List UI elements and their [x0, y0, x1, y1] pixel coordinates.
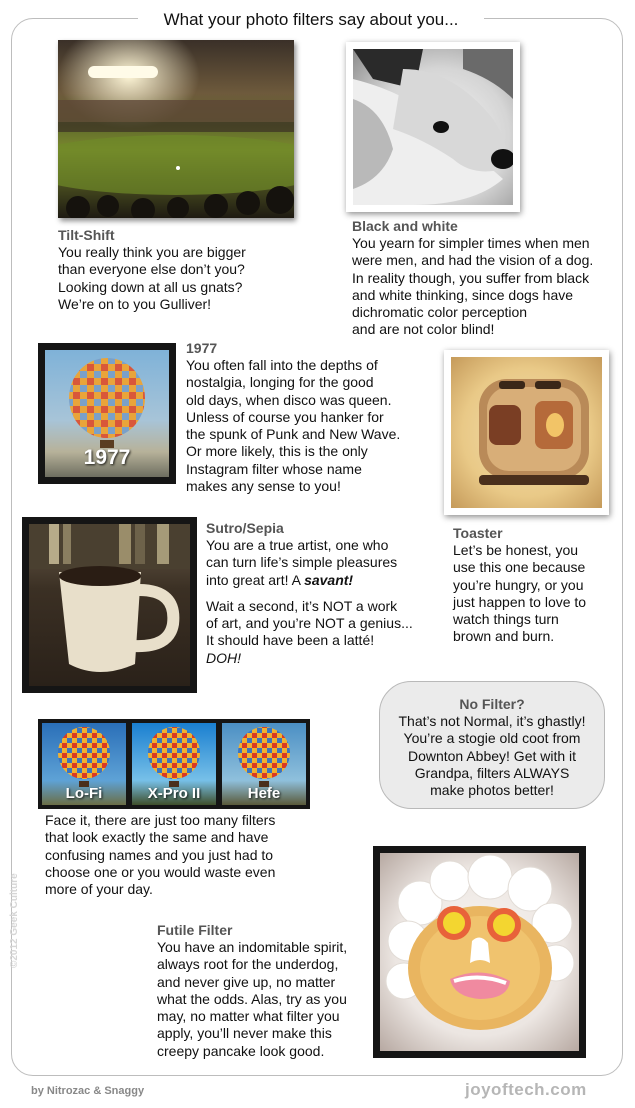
- black-and-white-line: In reality though, you suffer from black: [352, 269, 590, 286]
- tilt-shift-line: You really think you are bigger: [58, 244, 246, 260]
- no-filter-line: Grandpa, filters ALWAYS: [414, 764, 570, 781]
- line-1977: the spunk of Punk and New Wave.: [186, 426, 401, 443]
- triptych-line: that look exactly the same and have: [45, 829, 269, 846]
- futile-line: and never give up, no matter: [157, 973, 336, 990]
- toaster-line: use this one because: [453, 559, 586, 576]
- tilt-shift-title: Tilt-Shift: [58, 227, 115, 243]
- tilt-shift-caption: [58, 226, 308, 313]
- line-1977: You often fall into the depths of: [186, 357, 378, 373]
- toaster-line: watch things turn: [453, 611, 559, 628]
- page-title: What your photo filters say about you...: [138, 8, 484, 32]
- toaster-line: brown and burn.: [453, 628, 555, 645]
- filter-triptych: [38, 719, 310, 809]
- dog-illustration: [353, 49, 513, 205]
- hefe-label: Hefe: [247, 785, 281, 802]
- futile-line: creepy pancake look good.: [157, 1042, 325, 1059]
- no-filter-title: No Filter?: [459, 696, 525, 712]
- sutro-title: Sutro/Sepia: [206, 520, 284, 536]
- line-1977: nostalgia, longing for the good: [186, 374, 374, 391]
- tilt-shift-line: than everyone else don’t you?: [58, 261, 245, 278]
- sutro-caption: [206, 519, 436, 667]
- line-1977: makes any sense to you!: [186, 478, 341, 495]
- xpro-label: X-Pro II: [147, 785, 201, 802]
- no-filter-line: make photos better!: [430, 782, 554, 799]
- toaster-line: just happen to love to: [453, 593, 587, 610]
- toaster-line: you’re hungry, or you: [453, 576, 584, 593]
- photo-1977: [38, 343, 176, 484]
- stadium-illustration: [58, 40, 294, 218]
- line-1977: Instagram filter whose name: [186, 460, 362, 477]
- author-credit: by Nitrozac & Snaggy: [31, 1085, 145, 1097]
- futile-line: always root for the underdog,: [157, 956, 339, 973]
- toaster-title: Toaster: [453, 525, 503, 541]
- line-1977: Or more likely, this is the only: [186, 443, 368, 460]
- black-and-white-caption: [352, 217, 622, 339]
- sutro-photo: [22, 517, 197, 693]
- black-and-white-photo: [346, 42, 520, 212]
- sutro-line: It should have been a latté!: [206, 632, 375, 649]
- sutro-line: You are a true artist, one who: [206, 537, 389, 553]
- triptych-line: confusing names and you just had to: [45, 846, 274, 863]
- doh-word: DOH!: [206, 649, 241, 666]
- futile-line: You have an indomitable spirit,: [157, 939, 348, 955]
- hefe-thumbnail: [222, 723, 306, 805]
- sutro-line: can turn life’s simple pleasures: [206, 554, 398, 571]
- futile-line: apply, you’ll never make this: [157, 1025, 332, 1042]
- no-filter-line: You’re a stogie old coot from: [403, 730, 581, 747]
- line-1977: old days, when disco was queen.: [186, 391, 392, 408]
- futile-title: Futile Filter: [157, 922, 233, 938]
- black-and-white-line: were men, and had the vision of a dog.: [352, 252, 594, 269]
- copyright-notice: ©2012 Geek Culture: [9, 873, 20, 968]
- sutro-line-savant: [206, 572, 436, 589]
- sutro-line: of art, and you’re NOT a genius...: [206, 615, 413, 632]
- toaster-line: Let’s be honest, you: [453, 542, 579, 558]
- triptych-caption: [45, 812, 335, 898]
- futile-line: what the odds. Alas, try as you: [157, 990, 347, 1007]
- xpro-thumbnail: [132, 723, 216, 805]
- triptych-line: choose one or you would waste even: [45, 863, 276, 880]
- tilt-shift-photo: [58, 40, 294, 218]
- futile-caption: [157, 921, 377, 1060]
- black-and-white-title: Black and white: [352, 218, 458, 234]
- no-filter-bubble: [379, 681, 605, 809]
- caption-1977: [186, 339, 436, 495]
- toaster-caption: [453, 524, 623, 646]
- black-and-white-line: dichromatic color perception: [352, 304, 528, 321]
- black-and-white-line: and white thinking, since dogs have: [352, 286, 574, 303]
- sutro-line: into great art! A: [206, 571, 305, 588]
- pancake-photo: [373, 846, 586, 1058]
- site-link[interactable]: joyoftech.com: [465, 1080, 587, 1099]
- toaster-photo: [444, 350, 609, 515]
- label-1977: 1977: [83, 446, 131, 469]
- line-1977: Unless of course you hanker for: [186, 408, 384, 425]
- sutro-line: Wait a second, it’s NOT a work: [206, 597, 398, 614]
- black-and-white-line: You yearn for simpler times when men: [352, 235, 590, 251]
- black-and-white-line: and are not color blind!: [352, 321, 495, 338]
- pancake-illustration: [380, 853, 579, 1051]
- tilt-shift-line: We’re on to you Gulliver!: [58, 295, 212, 312]
- toaster-illustration: [451, 357, 602, 508]
- no-filter-line: That’s not Normal, it’s ghastly!: [398, 713, 586, 729]
- mug-illustration: [29, 524, 190, 686]
- triptych-line: Face it, there are just too many filters: [45, 812, 276, 828]
- no-filter-line: Downton Abbey! Get with it: [407, 747, 577, 764]
- lofi-label: Lo-Fi: [65, 785, 103, 802]
- triptych-line: more of your day.: [45, 881, 153, 898]
- tilt-shift-line: Looking down at all us gnats?: [58, 278, 243, 295]
- doh-exclamation: [206, 650, 436, 667]
- title-1977: 1977: [186, 340, 218, 356]
- lofi-thumbnail: [42, 723, 126, 805]
- savant-word: savant!: [304, 571, 354, 588]
- futile-line: may, no matter what filter you: [157, 1008, 340, 1025]
